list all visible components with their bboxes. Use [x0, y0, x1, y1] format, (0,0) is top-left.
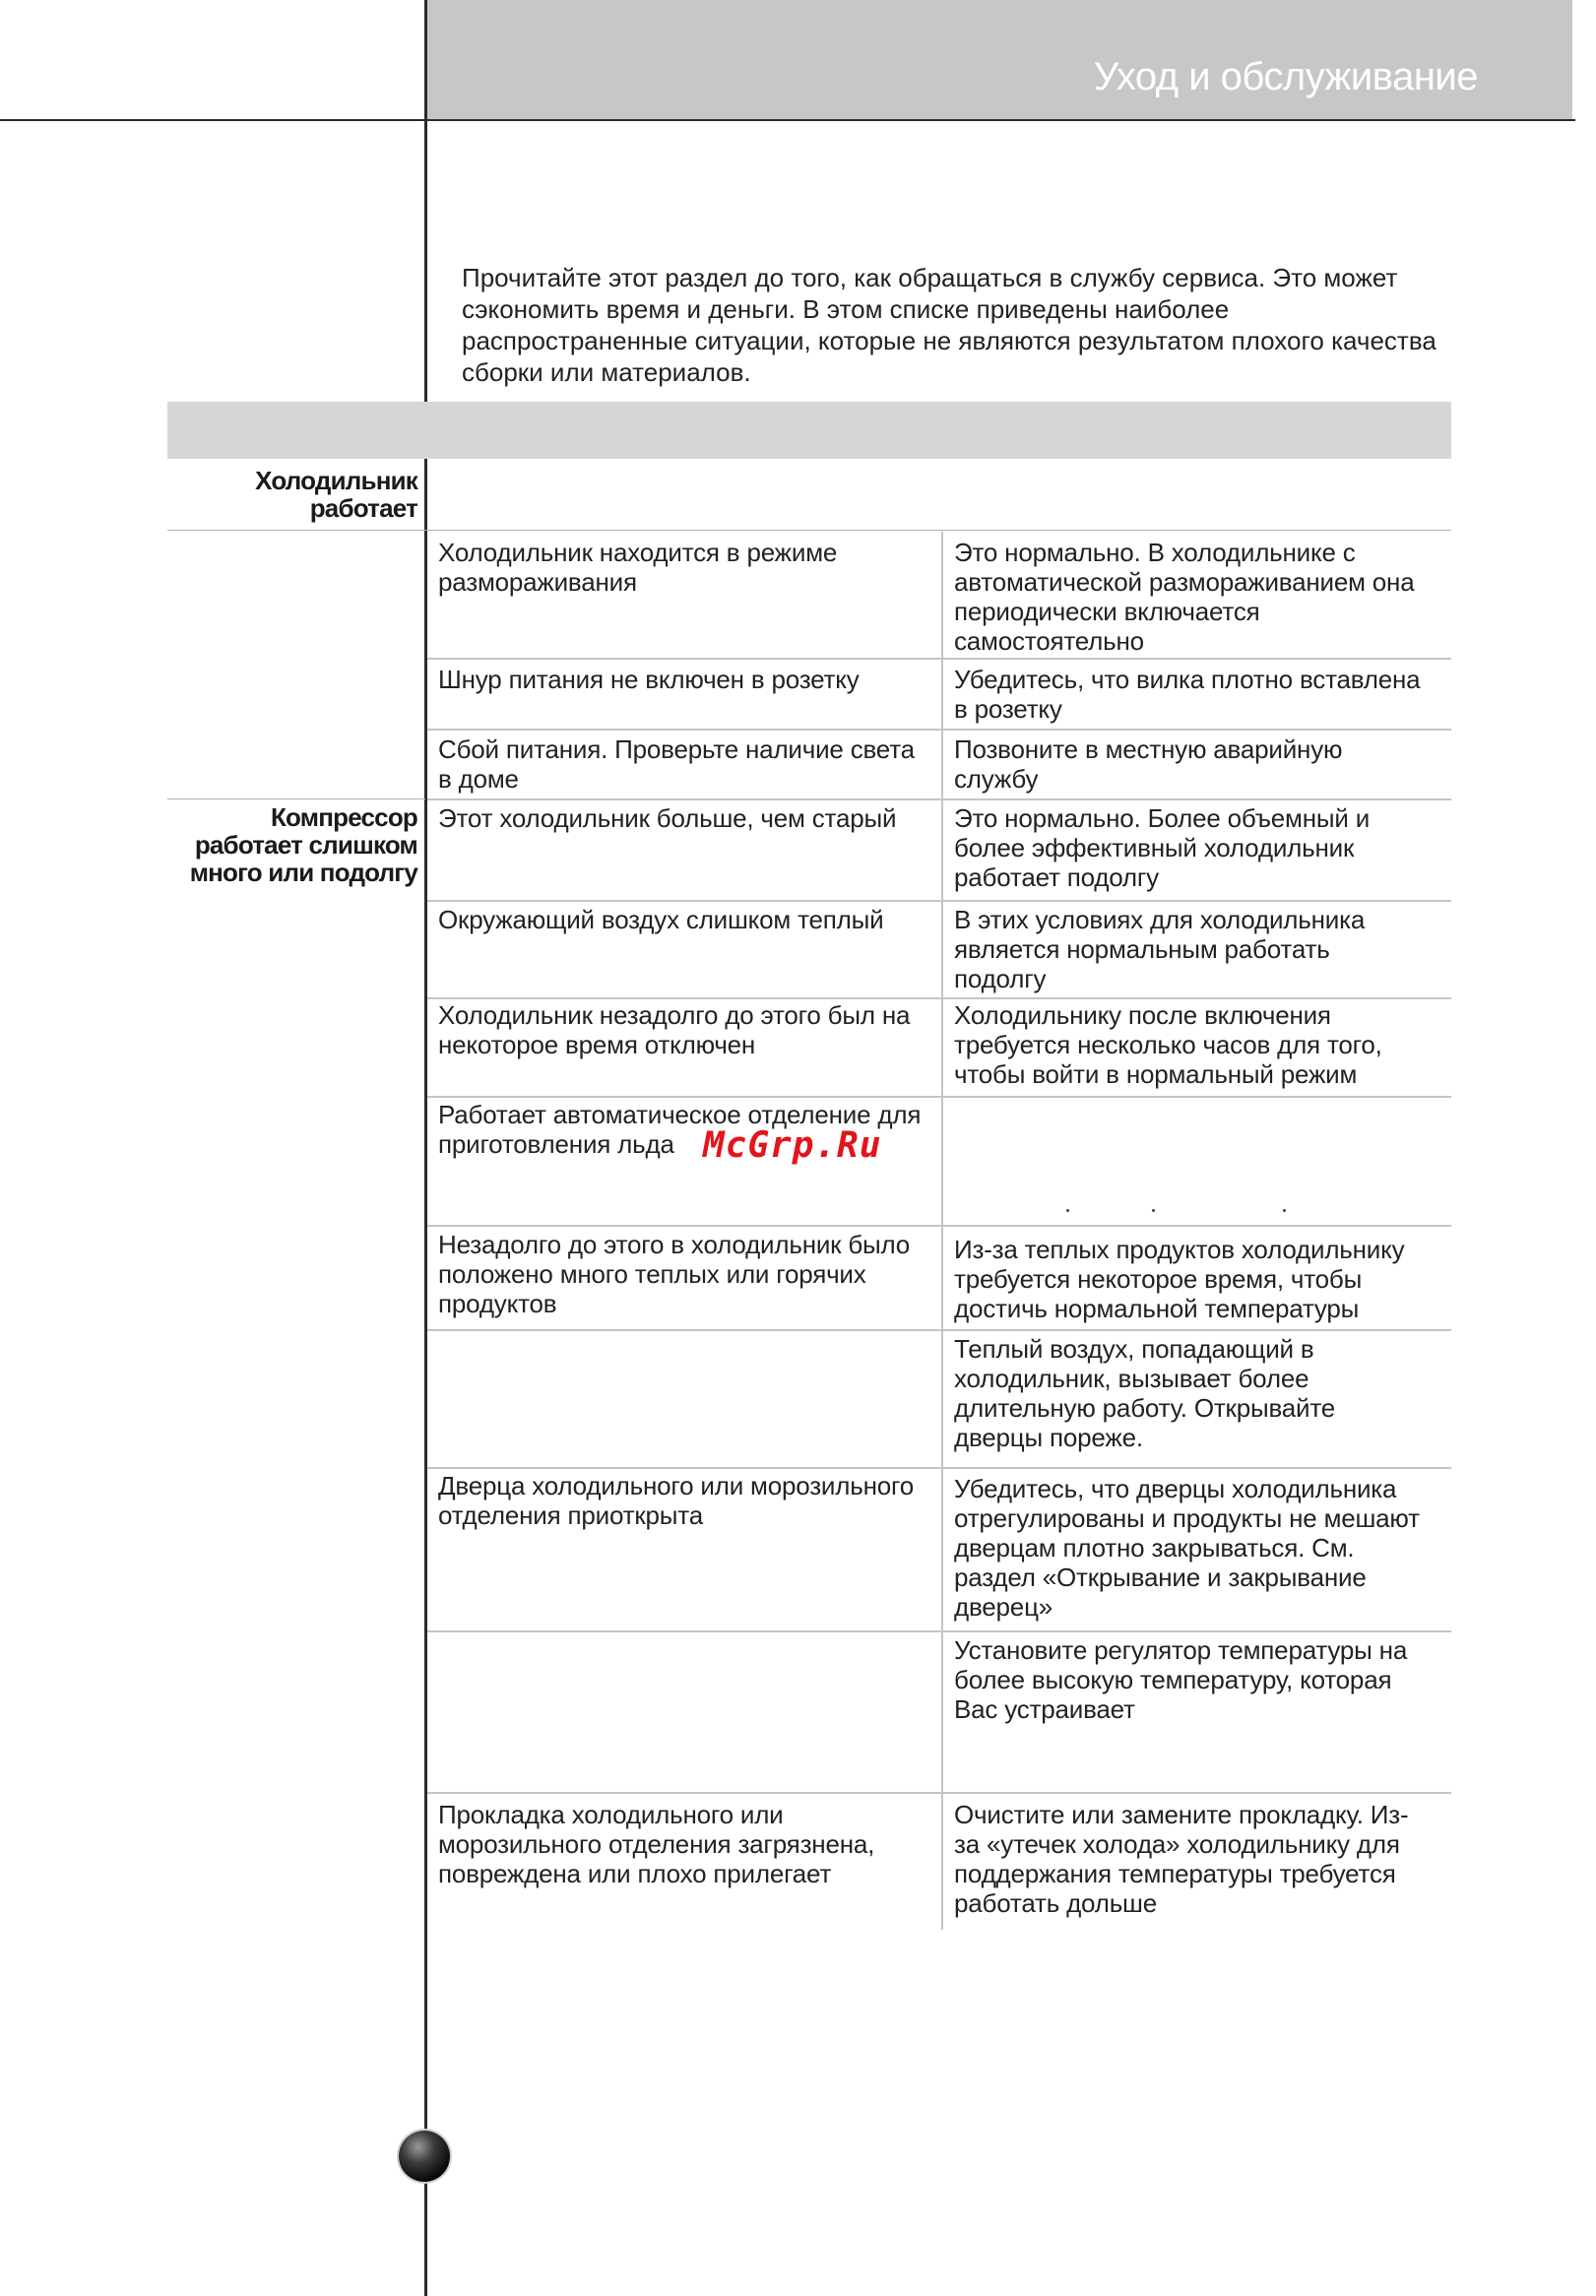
intro-paragraph: Прочитайте этот раздел до того, как обращаться в службу сервиса. Это может сэкономить время и деньги. В этом списке приведены наиболее распространенные ситуации, которые не являются результатом плохого качества сборки или материалов.: [462, 263, 1436, 387]
row-divider: [427, 1225, 1451, 1227]
table-row-cause: Этот холодильник больше, чем старый: [438, 803, 897, 833]
table-row-solution: Теплый воздух, попадающий в холодильник, вызывает более длительную работу. Открывайте дверцы пореже.: [954, 1334, 1336, 1452]
table-row-solution: Позвоните в местную аварийную службу: [954, 734, 1343, 794]
row-divider: [427, 1096, 1451, 1098]
table-row-solution: Установите регулятор температуры на более высокую температуру, которая Вас устраивает: [954, 1635, 1408, 1724]
table-header-band: [167, 402, 1451, 459]
table-row-cause: Окружающий воздух слишком теплый: [438, 905, 884, 934]
row-divider: [427, 658, 1451, 660]
watermark: McGrp.Ru: [703, 1125, 882, 1166]
table-row-cause: Дверца холодильного или морозильного отделения приоткрыта: [438, 1471, 914, 1530]
row-divider: [427, 1329, 1451, 1331]
table-row-cause: Незадолго до этого в холодильник было положено много теплых или горячих продуктов: [438, 1230, 911, 1318]
table-row-cause: Шнур питания не включен в розетку: [438, 665, 860, 694]
table-row-solution: Из-за теплых продуктов холодильнику требуется некоторое время, чтобы достичь нормальной температуры: [954, 1235, 1405, 1323]
table-row-solution: Холодильнику после включения требуется несколько часов для того, чтобы войти в нормальный режим: [954, 1000, 1382, 1089]
table-row-solution: В этих условиях для холодильника является нормальным работать подолгу: [954, 905, 1366, 993]
row-divider: [427, 729, 1451, 731]
table-row-solution: Убедитесь, что дверцы холодильника отрегулированы и продукты не мешают дверцам плотно закрываться. См. раздел «Открывание и закрывание дверец»: [954, 1474, 1420, 1622]
row-divider: [427, 997, 1451, 999]
category-label-compressor: Компрессор работает слишком много или подолгу: [189, 802, 417, 887]
header-edge: [1572, 0, 1596, 119]
category-divider: [167, 798, 425, 799]
row-divider: [427, 900, 1451, 902]
table-row-solution: Это нормально. Более объемный и более эффективный холодильник работает подолгу: [954, 803, 1371, 892]
scan-dot: [1066, 1209, 1069, 1212]
scan-dot: [1283, 1209, 1286, 1212]
row-divider: [427, 1792, 1451, 1794]
table-row-solution: Очистите или замените прокладку. Из-за «утечек холода» холодильнику для поддержания температуры требуется работать дольше: [954, 1800, 1409, 1918]
table-row-cause: Холодильник находится в режиме размораживания: [438, 538, 838, 597]
page-title: Уход и обслуживание: [1093, 55, 1478, 98]
vertical-spine: [424, 0, 427, 2296]
column-divider: [941, 532, 943, 1930]
table-row-cause: Сбой питания. Проверьте наличие света в доме: [438, 734, 915, 794]
table-row-cause: Холодильник незадолго до этого был на некоторое время отключен: [438, 1000, 911, 1059]
header-rule: [0, 119, 1575, 121]
row-divider: [427, 1467, 1451, 1469]
category-divider: [167, 530, 1451, 531]
table-row-solution: Это нормально. В холодильнике с автоматической размораживанием она периодически включается самостоятельно: [954, 538, 1415, 656]
row-divider: [427, 798, 1451, 800]
row-divider: [427, 1630, 1451, 1632]
scan-dot: [1152, 1209, 1155, 1212]
category-label-fridge-runs: Холодильник работает: [255, 466, 417, 523]
table-row-solution: Убедитесь, что вилка плотно вставлена в розетку: [954, 665, 1421, 724]
table-row-cause: Работает автоматическое отделение для приготовления льда: [438, 1100, 922, 1159]
table-row-cause: Прокладка холодильного или морозильного отделения загрязнена, повреждена или плохо прилегает: [438, 1800, 875, 1888]
page-number-marker: [399, 2131, 450, 2182]
